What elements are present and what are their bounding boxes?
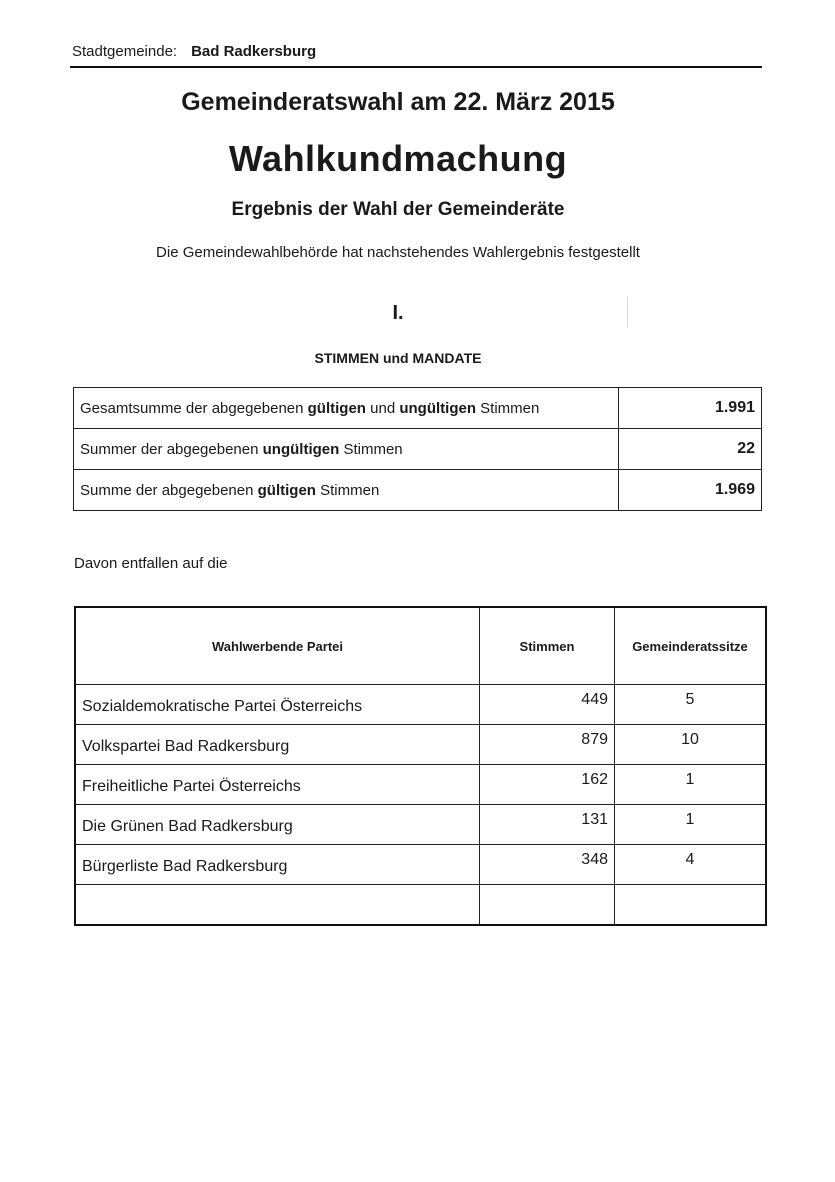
party-name: Volkspartei Bad Radkersburg [75, 725, 480, 765]
parties-header-row [75, 607, 766, 685]
party-votes [480, 885, 615, 926]
header-party: Wahlwerbende Partei [75, 607, 480, 685]
intro-text: Die Gemeindewahlbehörde hat nachstehendes Wahlergebnis festgestellt [156, 244, 640, 261]
header-divider [70, 66, 762, 68]
header-seats: Gemeinderatssitze [615, 607, 767, 685]
totals-table [73, 387, 762, 511]
table-row [75, 805, 766, 845]
party-votes: 879 [480, 725, 615, 765]
totals-label: Summe der abgegebenen gültigen Stimmen [74, 470, 619, 511]
municipality-name: Bad Radkersburg [191, 43, 317, 60]
page-subtitle: Ergebnis der Wahl der Gemeinderäte [231, 199, 565, 220]
party-votes: 162 [480, 765, 615, 805]
totals-label: Gesamtsumme der abgegebenen gültigen und ungültigen Stimmen [74, 388, 619, 429]
party-name [75, 885, 480, 926]
totals-value: 1.991 [619, 388, 762, 429]
totals-row [74, 470, 762, 511]
table-row [75, 845, 766, 885]
party-seats [615, 885, 767, 926]
party-votes: 348 [480, 845, 615, 885]
table-row [75, 725, 766, 765]
table-row-empty [75, 885, 766, 926]
table-row [75, 765, 766, 805]
totals-label: Summer der abgegebenen ungültigen Stimmen [74, 429, 619, 470]
totals-row [74, 429, 762, 470]
totals-row [74, 388, 762, 429]
municipality-header [72, 43, 316, 60]
totals-value: 22 [619, 429, 762, 470]
header-votes: Stimmen [480, 607, 615, 685]
davon-text: Davon entfallen auf die [74, 555, 228, 572]
page-title: Wahlkundmachung [228, 138, 568, 179]
table-row [75, 685, 766, 725]
party-seats: 5 [615, 685, 767, 725]
party-seats: 1 [615, 765, 767, 805]
scan-mark [627, 297, 628, 327]
municipality-label: Stadtgemeinde: [72, 43, 178, 60]
party-votes: 131 [480, 805, 615, 845]
party-name: Sozialdemokratische Partei Österreichs [75, 685, 480, 725]
party-votes: 449 [480, 685, 615, 725]
parties-table [74, 606, 767, 926]
party-seats: 1 [615, 805, 767, 845]
party-name: Freiheitliche Partei Österreichs [75, 765, 480, 805]
totals-value: 1.969 [619, 470, 762, 511]
party-name: Bürgerliste Bad Radkersburg [75, 845, 480, 885]
section-title: STIMMEN und MANDATE [314, 350, 482, 366]
section-number: I. [392, 302, 404, 324]
election-title: Gemeinderatswahl am 22. März 2015 [181, 88, 615, 116]
party-seats: 10 [615, 725, 767, 765]
party-name: Die Grünen Bad Radkersburg [75, 805, 480, 845]
party-seats: 4 [615, 845, 767, 885]
